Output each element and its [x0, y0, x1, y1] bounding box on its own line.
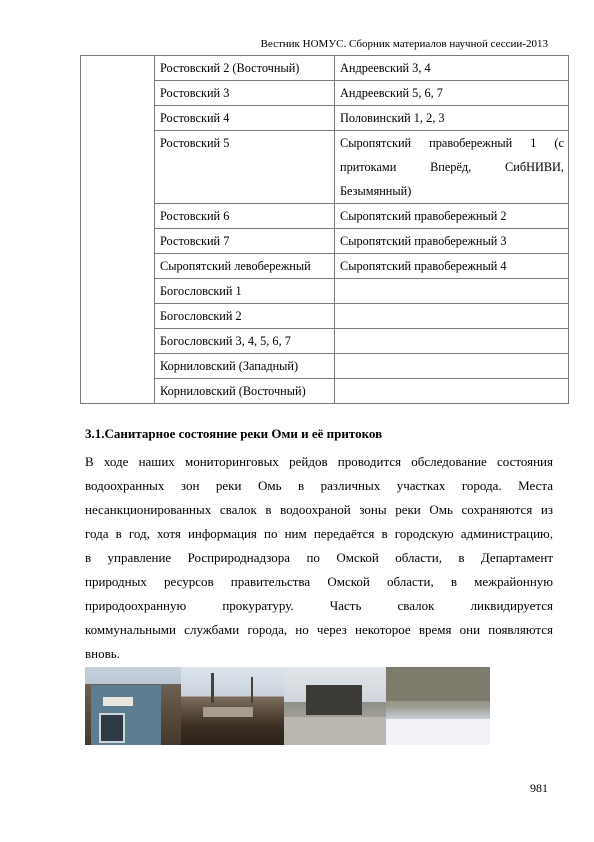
tree-trunk: [211, 673, 214, 703]
table-cell-left: Ростовский 2 (Восточный): [155, 56, 335, 81]
people-dump-photo: [284, 667, 386, 745]
paragraph-line: природоохранную прокуратуру. Часть свалок ликвидируется: [85, 598, 553, 613]
table-row: [81, 379, 569, 404]
sections-table: [80, 55, 569, 404]
page-number: 981: [530, 781, 548, 795]
table-row: [81, 204, 569, 229]
section-paragraph: [85, 450, 553, 666]
table-row: [81, 229, 569, 254]
table-row: [81, 106, 569, 131]
table-cell-right: Сыропятский правобережный 3: [335, 229, 569, 254]
table-row: [81, 354, 569, 379]
table-cell-left: Корниловский (Восточный): [155, 379, 335, 404]
photo-strip: [85, 667, 490, 745]
debris-pile: [203, 707, 253, 717]
riverbank-photo: [181, 667, 284, 745]
house-window: [99, 713, 125, 743]
snow-river-photo: [386, 667, 490, 745]
table-row: [81, 81, 569, 106]
table-row: [81, 304, 569, 329]
table-cell-right: Сыропятский правобережный 1 (с притоками Вперёд, СибНИВИ, Безымянный): [335, 131, 569, 204]
paragraph-line: природных ресурсов правительства Омской области, в межрайонную: [85, 574, 553, 589]
paragraph-line: вновь.: [85, 646, 120, 661]
paragraph-line: в управление Росприроднадзора по Омской области, в Департамент: [85, 550, 553, 565]
table-cell-left: Богословский 2: [155, 304, 335, 329]
house-photo: [85, 667, 181, 745]
table-cell-left: Богословский 3, 4, 5, 6, 7: [155, 329, 335, 354]
table-row: [81, 329, 569, 354]
table-cell-right: [335, 354, 569, 379]
table-cell-left: Ростовский 7: [155, 229, 335, 254]
tree-trunk: [251, 677, 253, 703]
group-of-people: [306, 685, 362, 715]
paragraph-line: водоохранных зон реки Омь в различных участках города. Места: [85, 478, 553, 493]
table-cell-left: Богословский 1: [155, 279, 335, 304]
dump-hill: [386, 667, 490, 701]
table-cell-right: Андреевский 3, 4: [335, 56, 569, 81]
table-cell-right: Сыропятский правобережный 4: [335, 254, 569, 279]
table-cell-left: Корниловский (Западный): [155, 354, 335, 379]
table-cell-left: Ростовский 3: [155, 81, 335, 106]
table-cell-right: Андреевский 5, 6, 7: [335, 81, 569, 106]
table-cell-right: [335, 329, 569, 354]
table-cell-right: [335, 379, 569, 404]
table-cell-left: Ростовский 6: [155, 204, 335, 229]
table-cell-right: [335, 304, 569, 329]
table-cell-right: Половинский 1, 2, 3: [335, 106, 569, 131]
paragraph-line: коммунальными службами города, но через некоторое время они появляются: [85, 622, 553, 637]
trash-heap: [284, 717, 386, 745]
table-cell-left: Ростовский 4: [155, 106, 335, 131]
table-row: [81, 131, 569, 204]
paragraph-line: несанкционированных свалок в водоохраной зоны реки Омь сохраняются из: [85, 502, 553, 517]
snow-ground: [386, 719, 490, 745]
table-cell-left: Ростовский 5: [155, 131, 335, 204]
table-cell-right: Сыропятский правобережный 2: [335, 204, 569, 229]
section-heading: 3.1.Санитарное состояние реки Оми и её притоков: [85, 426, 383, 441]
table-row: [81, 56, 569, 81]
table-cell-right: [335, 279, 569, 304]
paragraph-line: В ходе наших мониторинговых рейдов проводится обследование состояния: [85, 454, 553, 469]
table-row: [81, 279, 569, 304]
table-row: [81, 254, 569, 279]
table-cell-left: Сыропятский левобережный: [155, 254, 335, 279]
running-header: Вестник НОМУС. Сборник материалов научной сессии-2013: [260, 38, 548, 50]
paragraph-line: года в год, хотя информация по ним передаётся в городскую администрацию,: [85, 526, 553, 541]
table-empty-cell: [81, 56, 155, 404]
street-sign: [103, 697, 133, 706]
